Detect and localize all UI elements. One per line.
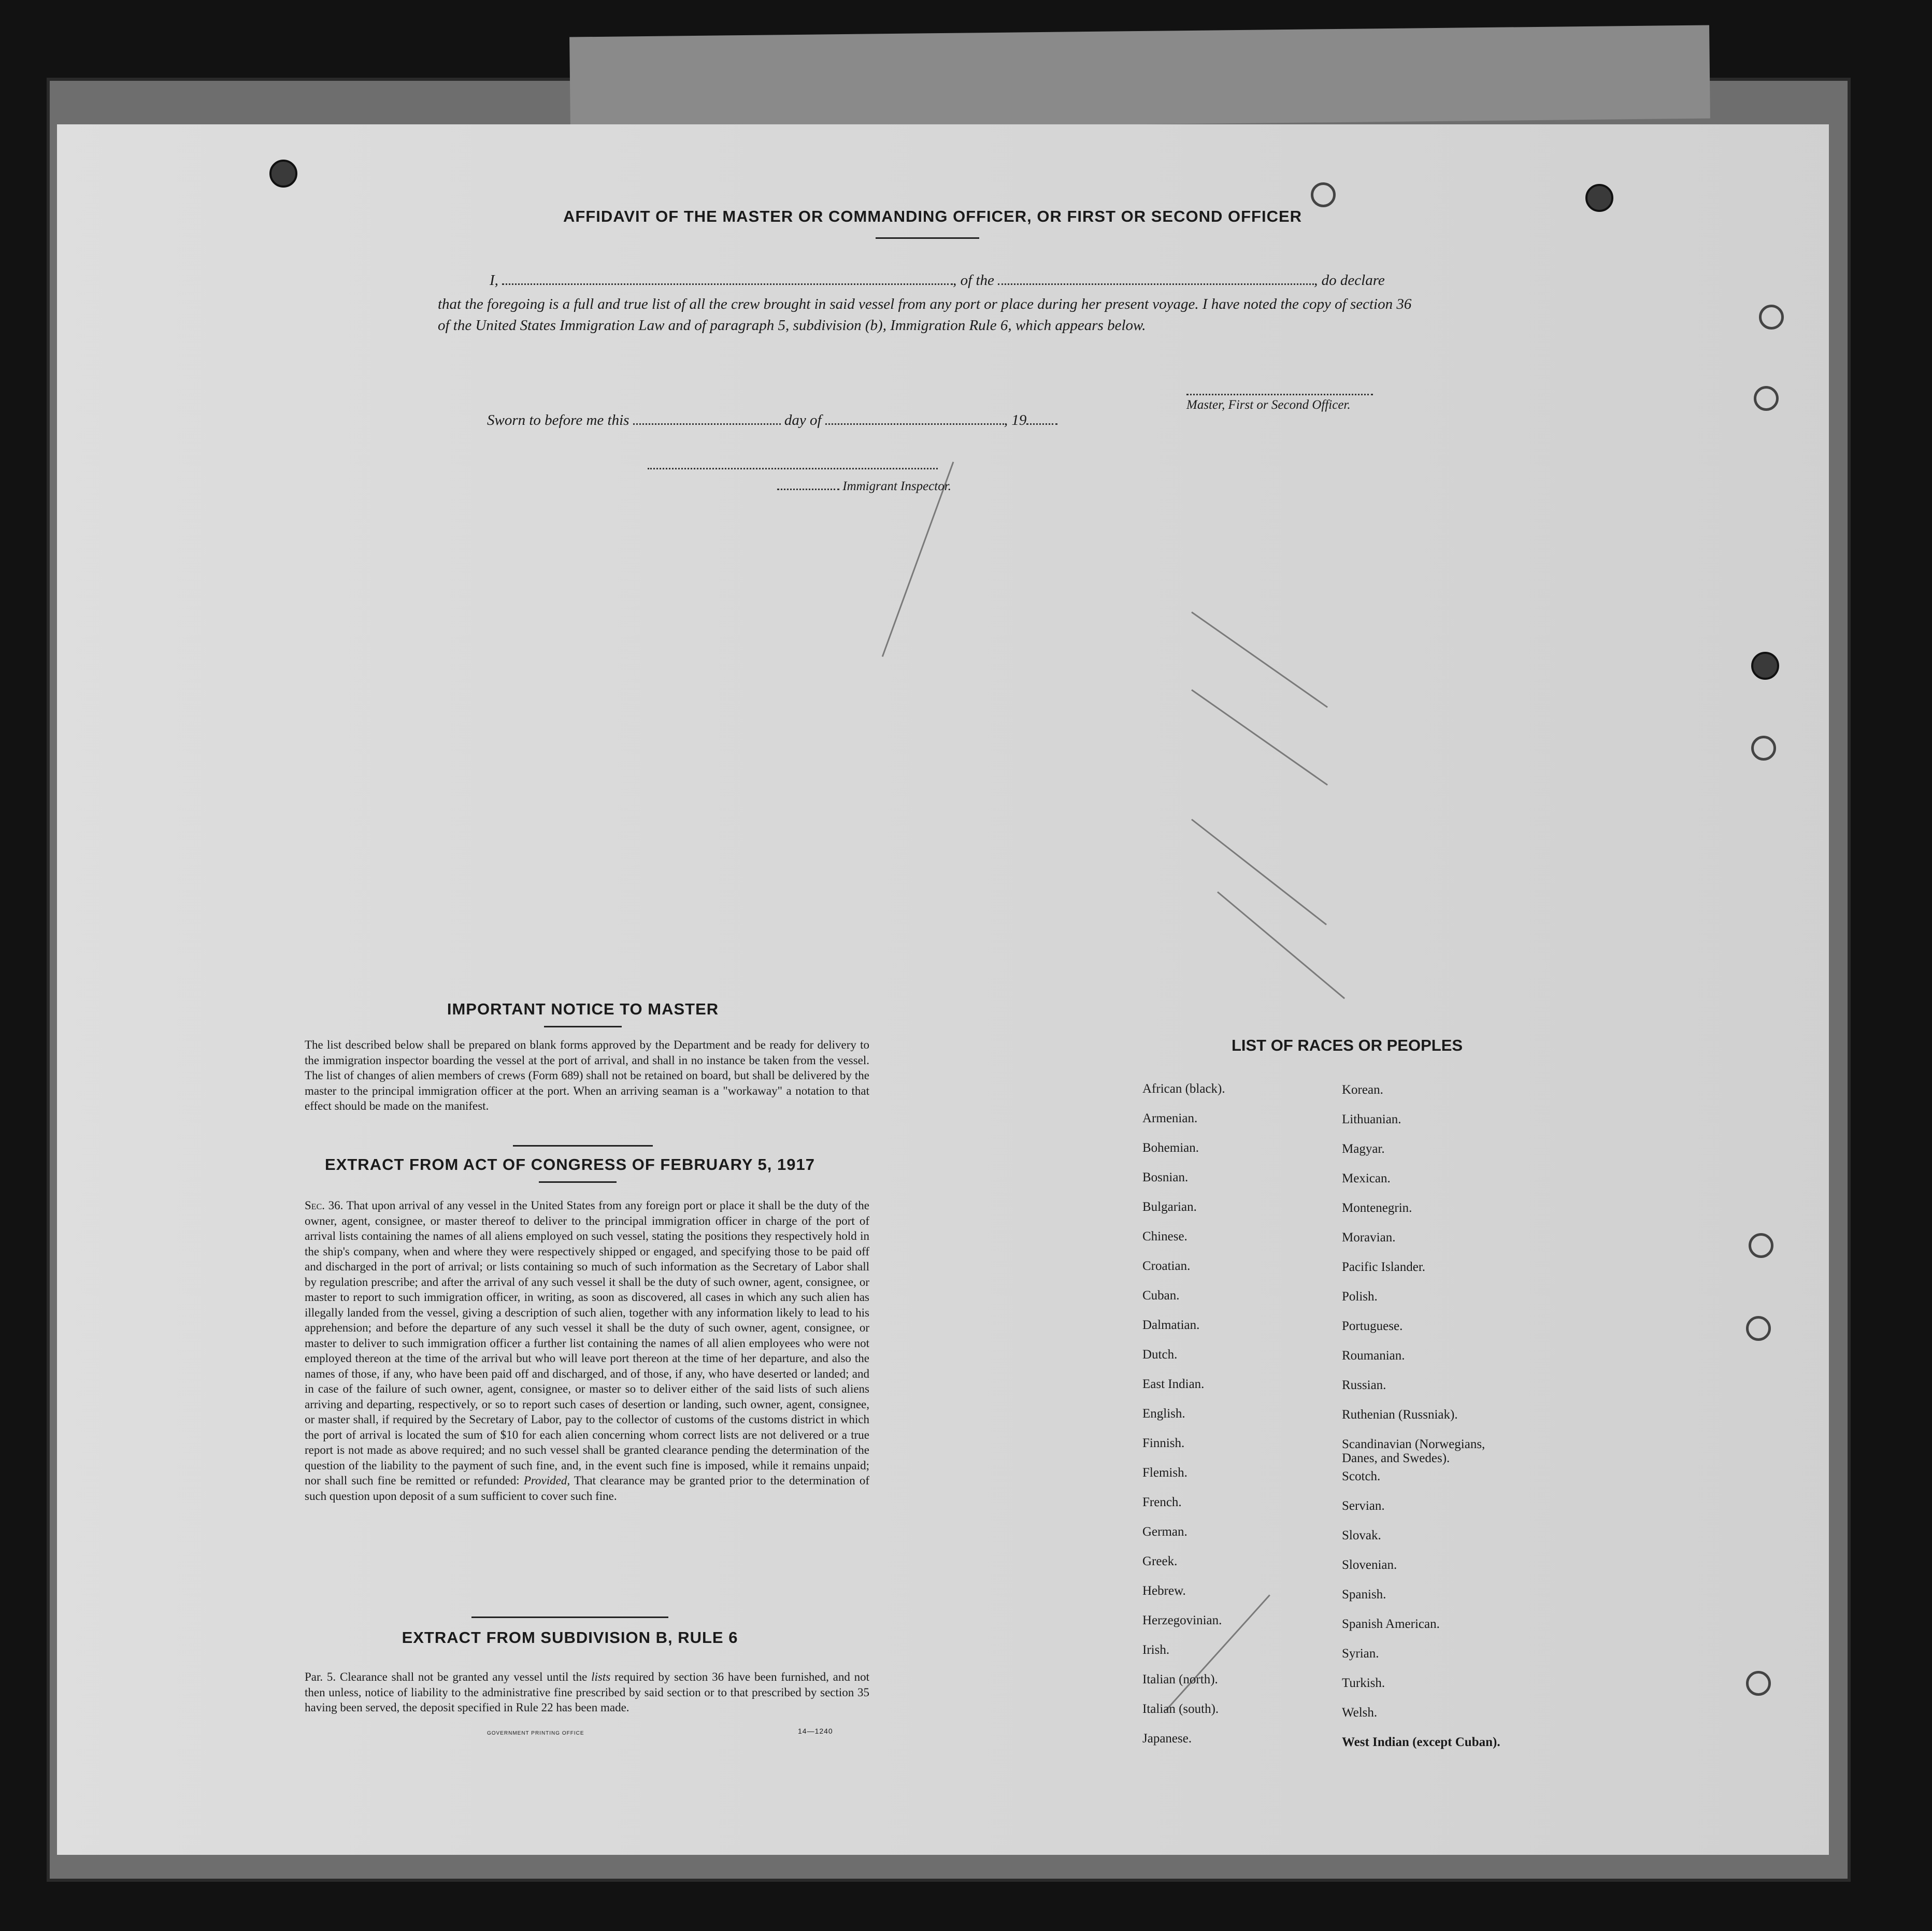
- race-item: Welsh.: [1342, 1706, 1378, 1720]
- act-extract-title: EXTRACT FROM ACT OF CONGRESS OF FEBRUARY 5, 1917: [325, 1155, 815, 1174]
- race-item: Syrian.: [1342, 1647, 1379, 1661]
- rule-extract-body: [284, 1669, 869, 1715]
- lists-word: lists: [591, 1670, 611, 1683]
- bleed-through-row: [197, 552, 1648, 563]
- race-item: Flemish.: [1142, 1466, 1187, 1480]
- race-item: East Indian.: [1142, 1377, 1205, 1391]
- vessel-blank: [998, 273, 1314, 285]
- declaration-do-declare: , do declare: [1314, 272, 1385, 289]
- day-of-text: day of: [784, 412, 822, 428]
- affidavit-page: [57, 124, 1829, 1855]
- race-item: Dutch.: [1142, 1348, 1178, 1362]
- notice-rule: [544, 1026, 622, 1027]
- bleed-through-row: [197, 598, 1648, 610]
- punch-hole: [1311, 182, 1336, 207]
- race-item: Cuban.: [1142, 1289, 1180, 1303]
- race-item: Magyar.: [1342, 1142, 1385, 1156]
- race-item: Portuguese.: [1342, 1319, 1403, 1333]
- declaration-body: that the foregoing is a full and true list of all the crew brought in said vessel from any port or place during her present voyage. I have noted the copy of section 36 of the United States Immigration Law and of paragraph 5, subdivision (b), Immigration Rule 6, which appears below.: [438, 296, 1412, 334]
- section-label: Sec. 36.: [305, 1199, 344, 1212]
- binder-hole: [1751, 652, 1779, 680]
- notice-end-rule: [513, 1145, 653, 1147]
- sworn-text: Sworn to before me this: [487, 412, 629, 428]
- race-item: Mexican.: [1342, 1171, 1391, 1185]
- race-item: Italian (south).: [1142, 1702, 1219, 1716]
- declaration-line: [490, 272, 1385, 289]
- race-item: Spanish American.: [1342, 1617, 1440, 1631]
- race-item: African (black).: [1142, 1082, 1225, 1096]
- race-item: Moravian.: [1342, 1231, 1396, 1245]
- race-item: Roumanian.: [1342, 1349, 1405, 1363]
- declaration-of-the: , of the: [953, 272, 994, 289]
- section-36-text: That upon arrival of any vessel in the United States from any foreign port or place it shall be the duty of the owner, agent, consignee, or master thereof to deliver to the principal immigration officer in charge of the port of arrival lists containing the names of all aliens employed on such vessel, stating the positions they respectively hold in the ship's company, when and where they were respectively shipped or engaged, and specifying those to be paid off and discharged in the port of arrival; or lists containing so much of such information as the Secretary of Labor shall by regulation prescribe; and after the arrival of any such vessel it shall be the duty of such owner, agent, consignee, or master to report to such immigration officer, in writing, as soon as discovered, all cases in which any such alien has illegally landed from the vessel, giving a description of such alien, together with any information likely to lead to his apprehension; and before the departure of any such vessel it shall be the duty of such owner, agent, consignee, or master to deliver to such immigration officer a further list containing the names of all alien employees who were not employed thereon at the time of the arrival but who will leave port thereon at the time of her departure, and also the names of those, if any, who have been paid off and discharged, and of those, if any, who have deserted or landed; and in case of the failure of such owner, agent, consignee, or master so to deliver either of the said lists of such aliens arriving and departing, respectively, or so to report such cases of desertion or landing, such owner, agent, consignee, or master shall, if required by the Secretary of Labor, pay to the collector of customs of the customs district in which the port of arrival is located the sum of $10 for each alien concerning whom correct lists are not delivered or a true report is not made as above required; and no such vessel shall be granted clearance pending the determination of the question of the liability to the payment of such fine, and, in the event such fine is imposed, while it remains unpaid; nor shall such fine be remitted or refunded:: [305, 1199, 869, 1487]
- underlying-sheet: [569, 25, 1710, 130]
- binder-hole: [1759, 305, 1784, 330]
- race-item: Bulgarian.: [1142, 1200, 1197, 1214]
- race-item: Polish.: [1342, 1290, 1378, 1304]
- master-signature-line: [1186, 394, 1373, 395]
- inspector-caption-line: [777, 479, 951, 494]
- race-item: Danes, and Swedes).: [1342, 1451, 1450, 1465]
- affidavit-title: AFFIDAVIT OF THE MASTER OR COMMANDING OFFICER, OR FIRST OR SECOND OFFICER: [563, 207, 1303, 225]
- inspector-leader: [777, 482, 839, 490]
- race-item: Chinese.: [1142, 1229, 1187, 1243]
- race-item: English.: [1142, 1407, 1185, 1421]
- race-item: West Indian (except Cuban).: [1342, 1735, 1500, 1749]
- race-item: Scotch.: [1342, 1469, 1381, 1483]
- punch-hole: [1585, 184, 1613, 212]
- binder-hole: [1746, 1316, 1771, 1341]
- race-item: Croatian.: [1142, 1259, 1191, 1273]
- race-item: Pacific Islander.: [1342, 1260, 1426, 1274]
- rule-extract-title: EXTRACT FROM SUBDIVISION B, RULE 6: [402, 1628, 738, 1647]
- race-item: Slovenian.: [1342, 1558, 1397, 1572]
- race-item: Greek.: [1142, 1554, 1178, 1568]
- provided-word: Provided,: [523, 1474, 570, 1487]
- bleed-through-row: [197, 510, 1648, 522]
- race-item: French.: [1142, 1495, 1182, 1509]
- race-item: Japanese.: [1142, 1732, 1192, 1746]
- binder-hole: [1749, 1233, 1773, 1258]
- day-blank: [633, 413, 781, 425]
- race-item: Russian.: [1342, 1378, 1386, 1392]
- punch-hole: [269, 160, 297, 188]
- race-item: Hebrew.: [1142, 1584, 1186, 1598]
- title-rule: [876, 237, 979, 239]
- race-item: Servian.: [1342, 1499, 1385, 1513]
- notice-text: The list described below shall be prepared on blank forms approved by the Department and be ready for delivery to the immigration inspector boarding the vessel at the port of arrival, and shall in no instance be taken from the vessel. The list of changes of alien members of crews (Form 689) shall not be retained on board, but shall be delivered by the master to the principal immigration officer at the port. When an arriving seaman is a "workaway" a notation to that effect should be made on the manifest.: [305, 1038, 869, 1112]
- rule-text: Par. 5. Clearance shall not be granted any vessel until the: [305, 1670, 588, 1683]
- rule-text-cont: required by section 36 have been furnished, and not then unless, notice of liability to the administrative fine prescribed by said section or to that prescribed by section 35 having been served, the deposit specified in Rule 22 has been made.: [305, 1670, 870, 1714]
- race-item: Turkish.: [1342, 1676, 1385, 1690]
- race-item: Korean.: [1342, 1083, 1383, 1097]
- binder-hole: [1746, 1671, 1771, 1696]
- race-item: German.: [1142, 1525, 1187, 1539]
- year-blank: [1026, 413, 1057, 425]
- year-prefix: , 19: [1004, 412, 1027, 428]
- races-title: LIST OF RACES OR PEOPLES: [1231, 1036, 1463, 1054]
- printer-imprint: GOVERNMENT PRINTING OFFICE: [487, 1730, 584, 1736]
- inspector-caption: Immigrant Inspector.: [842, 479, 951, 493]
- race-item: Slovak.: [1342, 1528, 1381, 1542]
- act-extract-body: [284, 1198, 869, 1504]
- race-item: Scandinavian (Norwegians,: [1342, 1437, 1485, 1451]
- notice-body: [284, 1037, 869, 1114]
- binder-hole: [1751, 736, 1776, 761]
- race-item: Herzegovinian.: [1142, 1613, 1222, 1627]
- race-item: Lithuanian.: [1342, 1112, 1401, 1126]
- name-blank: [502, 273, 953, 285]
- declaration-i: I,: [490, 272, 498, 289]
- form-number: 14—1240: [798, 1727, 833, 1735]
- inspector-signature-line: [648, 468, 938, 469]
- act-extract-rule: [539, 1181, 617, 1183]
- race-item: Finnish.: [1142, 1436, 1185, 1450]
- race-item: Italian (north).: [1142, 1672, 1218, 1686]
- race-item: Bohemian.: [1142, 1141, 1199, 1155]
- race-item: Irish.: [1142, 1643, 1170, 1657]
- race-item: Armenian.: [1142, 1111, 1198, 1125]
- section-36-proviso: That clearance may be granted prior to the determination of such question upon deposit of a sum sufficient to cover such fine.: [305, 1474, 869, 1503]
- notice-title: IMPORTANT NOTICE TO MASTER: [447, 1000, 719, 1018]
- race-item: Montenegrin.: [1342, 1201, 1412, 1215]
- race-item: Bosnian.: [1142, 1170, 1189, 1184]
- race-item: Ruthenian (Russniak).: [1342, 1408, 1458, 1422]
- race-item: Dalmatian.: [1142, 1318, 1200, 1332]
- binder-hole: [1754, 386, 1779, 411]
- month-blank: [825, 413, 1004, 425]
- master-caption: Master, First or Second Officer.: [1186, 398, 1351, 412]
- act-extract-end-rule: [471, 1617, 668, 1618]
- sworn-line: [487, 412, 1057, 429]
- race-item: Spanish.: [1342, 1587, 1386, 1601]
